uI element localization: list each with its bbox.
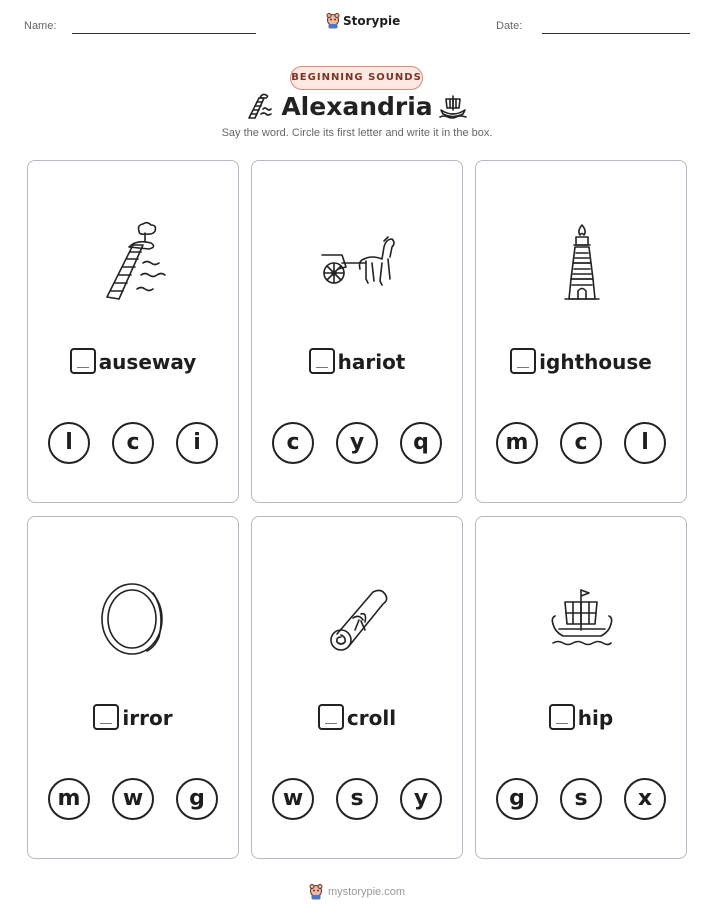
letter-choices: [28, 778, 238, 820]
name-line[interactable]: [72, 33, 256, 34]
letter-choice[interactable]: w: [112, 778, 154, 820]
footer-site[interactable]: mystorypie.com: [327, 886, 406, 898]
word-prompt: [252, 348, 462, 374]
answer-box[interactable]: [510, 348, 536, 374]
word-ending: hip: [577, 706, 614, 730]
word-card: [475, 160, 687, 503]
letter-choice[interactable]: s: [560, 778, 602, 820]
letter-choices: [28, 422, 238, 464]
letter-choice[interactable]: c: [560, 422, 602, 464]
letter-choice[interactable]: c: [272, 422, 314, 464]
date-line[interactable]: [542, 33, 690, 34]
word-prompt: [28, 348, 238, 374]
word-ending: hariot: [337, 350, 406, 374]
letter-choice[interactable]: c: [112, 422, 154, 464]
letter-choice[interactable]: g: [176, 778, 218, 820]
letter-choice[interactable]: l: [624, 422, 666, 464]
word-prompt: [28, 704, 238, 730]
date-label: Date:: [496, 20, 523, 32]
letter-choice[interactable]: w: [272, 778, 314, 820]
scroll-icon: [308, 569, 408, 669]
answer-box[interactable]: [309, 348, 335, 374]
letter-choice[interactable]: m: [496, 422, 538, 464]
instructions: Say the word. Circle its first letter and write it in the box.: [221, 127, 493, 139]
word-ending: auseway: [98, 350, 197, 374]
letter-choice[interactable]: m: [48, 778, 90, 820]
letter-choices: [252, 422, 462, 464]
letter-choices: [476, 778, 686, 820]
letter-choices: [252, 778, 462, 820]
word-card: [251, 516, 463, 859]
letter-choice[interactable]: q: [400, 422, 442, 464]
word-card: [475, 516, 687, 859]
word-card: [27, 160, 239, 503]
lighthouse-icon: [532, 213, 632, 313]
answer-box[interactable]: [93, 704, 119, 730]
letter-choices: [476, 422, 686, 464]
ship-icon: [532, 569, 632, 669]
brand-name: Storypie: [343, 14, 401, 28]
storypie-mascot-icon: [326, 13, 340, 29]
name-label: Name:: [24, 20, 57, 32]
category-badge: BEGINNING SOUNDS: [290, 66, 423, 90]
letter-choice[interactable]: y: [336, 422, 378, 464]
word-ending: croll: [346, 706, 397, 730]
letter-choice[interactable]: s: [336, 778, 378, 820]
ship-small-icon: [438, 92, 468, 124]
answer-box[interactable]: [70, 348, 96, 374]
chariot-icon: [308, 213, 408, 313]
answer-box[interactable]: [549, 704, 575, 730]
word-prompt: [252, 704, 462, 730]
letter-choice[interactable]: y: [400, 778, 442, 820]
letter-choice[interactable]: g: [496, 778, 538, 820]
page-title: Alexandria: [281, 92, 433, 121]
answer-box[interactable]: [318, 704, 344, 730]
word-prompt: [476, 704, 686, 730]
brand-logo: [326, 13, 400, 29]
causeway-icon: [84, 213, 184, 313]
storypie-mascot-icon: [309, 884, 323, 900]
letter-choice[interactable]: i: [176, 422, 218, 464]
mirror-icon: [84, 569, 184, 669]
letter-choice[interactable]: l: [48, 422, 90, 464]
footer: [0, 884, 714, 900]
word-ending: irror: [122, 706, 173, 730]
word-prompt: [476, 348, 686, 374]
word-ending: ighthouse: [539, 350, 652, 374]
letter-choice[interactable]: x: [624, 778, 666, 820]
word-card: [251, 160, 463, 503]
word-card: [27, 516, 239, 859]
